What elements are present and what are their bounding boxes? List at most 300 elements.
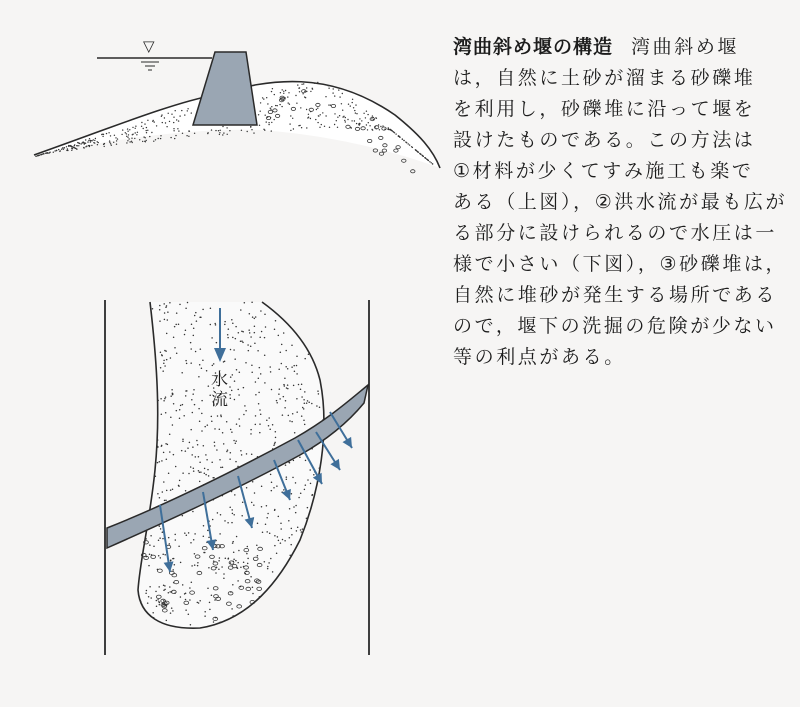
sand-dot bbox=[146, 140, 147, 141]
sand-dot bbox=[184, 334, 186, 336]
sand-dot bbox=[328, 85, 329, 86]
sand-dot bbox=[89, 146, 90, 147]
sand-dot bbox=[286, 387, 288, 389]
sand-dot bbox=[160, 367, 162, 369]
sand-dot bbox=[83, 147, 84, 148]
sand-dot bbox=[236, 536, 238, 538]
sand-dot bbox=[109, 140, 110, 141]
sand-dot bbox=[184, 114, 185, 115]
sand-dot bbox=[254, 332, 256, 334]
sand-dot bbox=[329, 127, 330, 128]
sand-dot bbox=[102, 136, 103, 137]
sand-dot bbox=[38, 155, 39, 156]
sand-dot bbox=[235, 443, 237, 445]
sand-dot bbox=[173, 337, 175, 339]
sand-dot bbox=[236, 369, 238, 371]
sand-dot bbox=[289, 123, 290, 124]
sand-dot bbox=[310, 118, 311, 119]
sand-dot bbox=[211, 337, 213, 339]
sand-dot bbox=[266, 531, 268, 533]
sand-dot bbox=[201, 413, 203, 415]
sand-dot bbox=[251, 502, 253, 504]
sand-dot bbox=[295, 505, 297, 507]
sand-dot bbox=[190, 466, 192, 468]
sand-dot bbox=[129, 129, 130, 130]
sand-dot bbox=[402, 139, 403, 140]
sand-dot bbox=[131, 138, 132, 139]
sand-dot bbox=[271, 389, 273, 391]
sand-dot bbox=[203, 525, 205, 527]
sand-dot bbox=[204, 473, 206, 475]
sand-dot bbox=[405, 141, 406, 142]
sand-dot bbox=[157, 400, 159, 402]
text-line-content: 湾曲斜め堰 bbox=[631, 36, 740, 58]
sand-dot bbox=[205, 474, 207, 476]
sand-dot bbox=[216, 342, 218, 344]
sand-dot bbox=[162, 491, 164, 493]
sand-dot bbox=[282, 539, 284, 541]
sand-dot bbox=[298, 125, 299, 126]
sand-dot bbox=[168, 537, 170, 539]
sand-dot bbox=[211, 421, 213, 423]
sand-dot bbox=[293, 460, 295, 462]
sand-dot bbox=[232, 337, 234, 339]
sand-dot bbox=[128, 134, 129, 135]
sand-dot bbox=[125, 132, 126, 133]
sand-dot bbox=[178, 130, 179, 131]
sand-dot bbox=[259, 409, 261, 411]
text-line: 等の利点がある。 bbox=[453, 346, 626, 368]
sand-dot bbox=[304, 391, 306, 393]
sand-dot bbox=[264, 314, 266, 316]
sand-dot bbox=[175, 110, 176, 111]
sand-dot bbox=[185, 490, 187, 492]
sand-dot bbox=[195, 312, 197, 314]
sand-dot bbox=[219, 132, 220, 133]
sand-dot bbox=[180, 596, 182, 598]
sand-dot bbox=[274, 329, 276, 331]
text-line: ので，堰下の洗掘の危険が少ない bbox=[453, 315, 777, 337]
sand-dot bbox=[171, 114, 172, 115]
sand-dot bbox=[199, 317, 201, 319]
sand-dot bbox=[66, 150, 67, 151]
sand-dot bbox=[54, 150, 55, 151]
sand-dot bbox=[289, 462, 291, 464]
sand-dot bbox=[231, 431, 233, 433]
sand-dot bbox=[171, 607, 173, 609]
sand-dot bbox=[241, 454, 243, 456]
sand-dot bbox=[182, 133, 183, 134]
sand-dot bbox=[167, 319, 169, 321]
sand-dot bbox=[61, 149, 62, 150]
sand-dot bbox=[186, 390, 188, 392]
sand-dot bbox=[388, 127, 389, 128]
sand-dot bbox=[222, 467, 224, 469]
sand-dot bbox=[216, 449, 218, 451]
sand-dot bbox=[215, 130, 216, 131]
sand-dot bbox=[337, 127, 338, 128]
sand-dot bbox=[317, 108, 318, 109]
sand-dot bbox=[223, 443, 225, 445]
sand-dot bbox=[227, 522, 229, 524]
sand-dot bbox=[165, 396, 167, 398]
sand-dot bbox=[227, 334, 229, 336]
sand-dot bbox=[218, 569, 220, 571]
sand-dot bbox=[136, 134, 137, 135]
sand-dot bbox=[207, 469, 209, 471]
sand-dot bbox=[233, 551, 235, 553]
sand-dot bbox=[269, 428, 271, 430]
sand-dot bbox=[209, 602, 211, 604]
sand-dot bbox=[241, 515, 243, 517]
sand-dot bbox=[293, 128, 294, 129]
sand-dot bbox=[247, 131, 248, 132]
sand-dot bbox=[295, 512, 297, 514]
sand-dot bbox=[283, 91, 284, 92]
sand-dot bbox=[230, 429, 232, 431]
sand-dot bbox=[300, 389, 302, 391]
sand-dot bbox=[277, 536, 279, 538]
sand-dot bbox=[165, 412, 167, 414]
sand-dot bbox=[53, 152, 54, 153]
sand-dot bbox=[122, 129, 123, 130]
sand-dot bbox=[90, 141, 91, 142]
sand-dot bbox=[219, 533, 221, 535]
sand-dot bbox=[150, 535, 152, 537]
sand-dot bbox=[188, 473, 190, 475]
sand-dot bbox=[163, 481, 165, 483]
sand-dot bbox=[182, 438, 184, 440]
sand-dot bbox=[432, 163, 433, 164]
sand-dot bbox=[236, 423, 238, 425]
sand-dot bbox=[164, 585, 166, 587]
sand-dot bbox=[235, 338, 237, 340]
sand-dot bbox=[155, 139, 156, 140]
sand-dot bbox=[261, 486, 263, 488]
sand-dot bbox=[296, 356, 298, 358]
sand-dot bbox=[226, 421, 228, 423]
sand-dot bbox=[193, 468, 195, 470]
sand-dot bbox=[80, 143, 81, 144]
sand-dot bbox=[164, 312, 166, 314]
sand-dot bbox=[180, 405, 182, 407]
sand-dot bbox=[276, 553, 278, 555]
sand-dot bbox=[168, 592, 170, 594]
sand-dot bbox=[342, 110, 343, 111]
sand-dot bbox=[190, 348, 192, 350]
sand-dot bbox=[260, 413, 262, 415]
sand-dot bbox=[288, 520, 290, 522]
sand-dot bbox=[239, 372, 241, 374]
sand-dot bbox=[289, 420, 291, 422]
sand-dot bbox=[296, 373, 298, 375]
sand-dot bbox=[62, 147, 63, 148]
sand-dot bbox=[56, 150, 57, 151]
sand-dot bbox=[272, 424, 274, 426]
sand-dot bbox=[415, 149, 416, 150]
sand-dot bbox=[212, 519, 214, 521]
sand-dot bbox=[285, 90, 286, 91]
sand-dot bbox=[159, 320, 161, 322]
sand-dot bbox=[194, 553, 196, 555]
sand-dot bbox=[116, 140, 117, 141]
sand-dot bbox=[207, 530, 209, 532]
sand-dot bbox=[179, 115, 180, 116]
sand-dot bbox=[305, 484, 307, 486]
sand-dot bbox=[366, 111, 367, 112]
sand-dot bbox=[169, 302, 171, 304]
sand-dot bbox=[110, 143, 111, 144]
sand-dot bbox=[165, 122, 166, 123]
sand-dot bbox=[115, 137, 116, 138]
sand-dot bbox=[47, 153, 48, 154]
sand-dot bbox=[162, 553, 164, 555]
sand-dot bbox=[308, 114, 309, 115]
description-text bbox=[453, 32, 791, 373]
sand-dot bbox=[313, 474, 315, 476]
sand-dot bbox=[142, 141, 143, 142]
sand-dot bbox=[222, 432, 224, 434]
sand-dot bbox=[197, 444, 199, 446]
sand-dot bbox=[291, 528, 293, 530]
sand-dot bbox=[222, 126, 223, 127]
sand-dot bbox=[103, 144, 104, 145]
sand-dot bbox=[306, 127, 307, 128]
sand-dot bbox=[178, 545, 180, 547]
sand-dot bbox=[318, 393, 320, 395]
sand-dot bbox=[247, 563, 249, 565]
sand-dot bbox=[235, 461, 237, 463]
sand-dot bbox=[208, 385, 210, 387]
sand-dot bbox=[263, 98, 264, 99]
sand-dot bbox=[186, 363, 188, 365]
sand-dot bbox=[284, 377, 286, 379]
sand-dot bbox=[170, 612, 172, 614]
sand-dot bbox=[242, 501, 244, 503]
sand-dot bbox=[117, 138, 118, 139]
sand-dot bbox=[232, 374, 234, 376]
sand-dot bbox=[113, 142, 114, 143]
sand-dot bbox=[159, 305, 161, 307]
sand-dot bbox=[301, 127, 302, 128]
sand-dot bbox=[172, 424, 174, 426]
sand-dot bbox=[170, 489, 172, 491]
sand-dot bbox=[231, 390, 233, 392]
sand-dot bbox=[131, 141, 132, 142]
sand-dot bbox=[255, 394, 257, 396]
sand-dot bbox=[158, 601, 160, 603]
sand-dot bbox=[155, 591, 157, 593]
sand-dot bbox=[192, 446, 194, 448]
sand-dot bbox=[189, 587, 191, 589]
sand-dot bbox=[238, 394, 240, 396]
sand-dot bbox=[252, 593, 254, 595]
sand-dot bbox=[306, 402, 308, 404]
sand-dot bbox=[163, 585, 165, 587]
sand-dot bbox=[429, 161, 430, 162]
sand-dot bbox=[258, 378, 260, 380]
sand-dot bbox=[423, 156, 424, 157]
sand-dot bbox=[203, 445, 205, 447]
sand-dot bbox=[220, 414, 222, 416]
sand-dot bbox=[268, 425, 270, 427]
sand-dot bbox=[296, 530, 298, 532]
sand-dot bbox=[109, 142, 110, 143]
sand-dot bbox=[95, 138, 96, 139]
sand-dot bbox=[234, 399, 236, 401]
sand-dot bbox=[127, 140, 128, 141]
sand-dot bbox=[160, 528, 162, 530]
sand-dot bbox=[273, 487, 275, 489]
sand-dot bbox=[234, 380, 236, 382]
sand-dot bbox=[179, 480, 181, 482]
sand-dot bbox=[345, 117, 346, 118]
sand-dot bbox=[233, 440, 235, 442]
sand-dot bbox=[169, 121, 170, 122]
sand-dot bbox=[207, 133, 208, 134]
sand-dot bbox=[235, 560, 237, 562]
sand-dot bbox=[148, 565, 150, 567]
sand-dot bbox=[176, 119, 177, 120]
sand-dot bbox=[280, 352, 282, 354]
sand-dot bbox=[371, 118, 372, 119]
sand-dot bbox=[274, 545, 276, 547]
sand-dot bbox=[260, 111, 261, 112]
sand-dot bbox=[241, 130, 242, 131]
sand-dot bbox=[226, 451, 228, 453]
sand-dot bbox=[141, 122, 142, 123]
sand-dot bbox=[420, 154, 421, 155]
sand-dot bbox=[347, 119, 348, 120]
sand-dot bbox=[390, 129, 391, 130]
sand-dot bbox=[43, 153, 44, 154]
sand-dot bbox=[227, 337, 229, 339]
sand-dot bbox=[334, 124, 335, 125]
sand-dot bbox=[279, 104, 280, 105]
sand-dot bbox=[172, 610, 174, 612]
sand-dot bbox=[165, 307, 167, 309]
cross-section bbox=[34, 37, 440, 173]
sand-dot bbox=[289, 104, 290, 105]
sand-dot bbox=[198, 456, 200, 458]
sand-dot bbox=[165, 500, 167, 502]
sand-dot bbox=[160, 135, 161, 136]
sand-dot bbox=[260, 373, 262, 375]
sand-dot bbox=[175, 466, 177, 468]
sand-dot bbox=[149, 544, 151, 546]
sand-dot bbox=[317, 390, 319, 392]
sand-dot bbox=[395, 133, 396, 134]
sand-dot bbox=[182, 441, 184, 443]
sand-dot bbox=[194, 133, 195, 134]
sand-dot bbox=[179, 409, 181, 411]
sand-dot bbox=[169, 591, 171, 593]
sand-dot bbox=[191, 112, 192, 113]
sand-dot bbox=[342, 93, 343, 94]
sand-dot bbox=[165, 443, 167, 445]
sand-dot bbox=[278, 393, 280, 395]
sand-dot bbox=[363, 113, 364, 114]
sand-dot bbox=[299, 91, 300, 92]
sand-dot bbox=[116, 144, 117, 145]
sand-dot bbox=[254, 318, 256, 320]
sand-dot bbox=[160, 557, 162, 559]
sand-dot bbox=[209, 609, 211, 611]
sand-dot bbox=[307, 507, 309, 509]
sand-dot bbox=[102, 134, 103, 135]
sand-dot bbox=[328, 104, 329, 105]
sand-dot bbox=[181, 372, 183, 374]
sand-dot bbox=[220, 130, 221, 131]
sand-dot bbox=[324, 126, 325, 127]
sand-dot bbox=[150, 597, 152, 599]
sand-dot bbox=[264, 355, 266, 357]
sand-dot bbox=[247, 344, 249, 346]
sand-dot bbox=[97, 144, 98, 145]
sand-dot bbox=[228, 328, 230, 330]
sand-dot bbox=[148, 596, 150, 598]
sand-dot bbox=[275, 105, 276, 106]
sand-dot bbox=[289, 508, 291, 510]
sand-dot bbox=[198, 376, 200, 378]
sand-dot bbox=[259, 423, 261, 425]
sand-dot bbox=[147, 130, 148, 131]
sand-dot bbox=[156, 600, 158, 602]
sand-dot bbox=[295, 95, 296, 96]
sand-dot bbox=[264, 382, 266, 384]
sand-dot bbox=[208, 475, 210, 477]
sand-dot bbox=[187, 447, 189, 449]
sand-dot bbox=[162, 538, 164, 540]
sand-dot bbox=[89, 138, 90, 139]
sand-dot bbox=[408, 143, 409, 144]
sand-dot bbox=[199, 462, 201, 464]
sand-dot bbox=[145, 593, 147, 595]
sand-dot bbox=[220, 514, 222, 516]
sand-dot bbox=[316, 109, 317, 110]
sand-dot bbox=[248, 329, 250, 331]
sand-dot bbox=[325, 96, 326, 97]
sand-dot bbox=[354, 110, 355, 111]
sand-dot bbox=[185, 609, 187, 611]
sand-dot bbox=[233, 559, 235, 561]
sand-dot bbox=[244, 405, 246, 407]
sand-dot bbox=[181, 450, 183, 452]
sand-dot bbox=[173, 117, 174, 118]
sand-dot bbox=[299, 456, 301, 458]
text-line: ①材料が少くてすみ施工も楽で bbox=[453, 160, 754, 182]
sand-dot bbox=[287, 368, 289, 370]
sand-dot bbox=[258, 392, 260, 394]
sand-dot bbox=[253, 504, 255, 506]
sand-dot bbox=[243, 414, 245, 416]
pebble bbox=[379, 152, 383, 155]
sand-dot bbox=[284, 385, 286, 387]
sand-dot bbox=[282, 414, 284, 416]
sand-dot bbox=[202, 360, 204, 362]
sand-dot bbox=[398, 136, 399, 137]
sand-dot bbox=[288, 92, 289, 93]
sand-dot bbox=[157, 462, 159, 464]
sand-dot bbox=[229, 394, 231, 396]
sand-dot bbox=[231, 522, 233, 524]
sand-dot bbox=[240, 340, 242, 342]
sand-dot bbox=[76, 149, 77, 150]
sand-dot bbox=[248, 350, 250, 352]
sand-dot bbox=[79, 143, 80, 144]
sand-dot bbox=[250, 126, 251, 127]
sand-dot bbox=[166, 333, 168, 335]
